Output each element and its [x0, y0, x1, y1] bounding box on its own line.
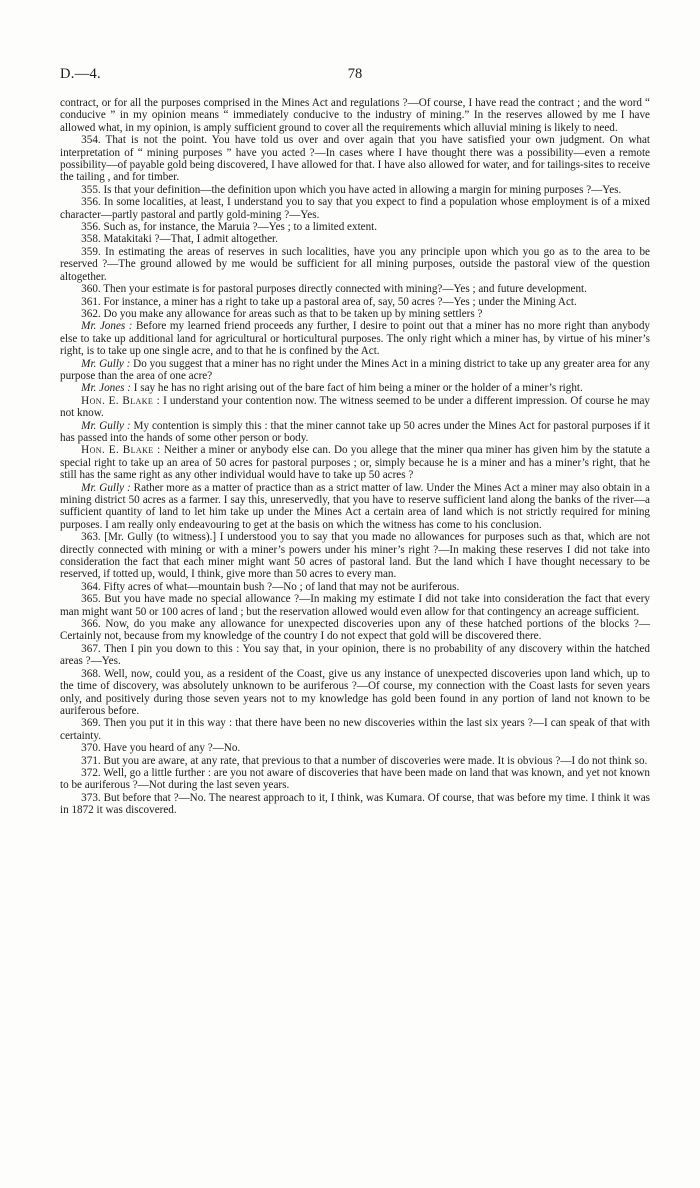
question-paragraph — [60, 184, 650, 196]
paragraph-text: 363. [Mr. Gully (to witness).] I understood you to say that you made no allowances for purposes such as that, which are not directly connected with mining or with a miner’s powers under his miner’s right ?—In making these reserves I did not take into consideration the fact that each miner might want 50 acres of pastoral land. But the land which I have thought necessary to be reserved, if totted up, would, I think, give more than 50 acres to every man. — [60, 531, 650, 581]
speaker-paragraph — [60, 320, 650, 357]
question-paragraph — [60, 593, 650, 618]
body-text — [60, 97, 650, 817]
paragraph-text: Rather more as a matter of practice than as a strict matter of law. Under the Mines Act a miner may also obtain in a mining district 50 acres as a farmer. I say this, unreservedly, that you have to reserve sufficient land along the banks of the river—a sufficient quantity of land to let him take up under the Mines Act a certain area of land which is not strictly required for mining purposes. I am really only endeavouring to get at the basis on which the witness has come to his conclusion. — [60, 481, 651, 531]
question-paragraph — [60, 717, 650, 742]
paragraph-text: Do you suggest that a miner has no right under the Mines Act in a mining district to take up any greater area for any purpose than the area of one acre? — [60, 357, 650, 382]
paragraph-text: 367. Then I pin you down to this : You say that, in your opinion, there is no probability of any discovery within the hatched areas ?—Yes. — [60, 642, 650, 668]
paragraph-text: Neither a miner or anybody else can. Do you allege that the miner qua miner has given him by the statute a special right to take up an area of 50 acres for pastoral purposes ; or, simply because he is a miner and has a miner’s right, that he still has the same right as any other individual would have to take up 50 acres ? — [60, 444, 650, 482]
question-paragraph — [60, 283, 650, 295]
paragraph-text: 364. Fifty acres of what—mountain bush ?—No ; of land that may not be auriferous. — [81, 580, 460, 593]
speaker-name: Mr. Gully : — [81, 357, 131, 370]
paragraph-text: 368. Well, now, could you, as a resident of the Coast, give us any instance of unexpected discoveries upon land which, up to the time of discovery, was absolutely unknown to be auriferous ?—Of course, my connection with the Coast lasts for seven years only, and positively during those seven years not to my knowledge has gold been found in any portion of land not known to be auriferous before. — [60, 667, 650, 717]
question-paragraph — [60, 233, 650, 245]
paragraph-text: 365. But you have made no special allowance ?—In making my estimate I did not take into consideration the fact that every man might want 50 or 100 acres of land ; but the reservation allowed would even allow for that contingency an acreage sufficient. — [60, 593, 650, 618]
paragraph-text: 360. Then your estimate is for pastoral purposes directly connected with mining?—Yes ; and future development. — [81, 283, 587, 296]
paragraph-text: 355. Is that your definition—the definition upon which you have acted in allowing a margin for mining purposes ?—Yes. — [81, 183, 622, 196]
question-paragraph — [60, 792, 650, 817]
paragraph-text: 362. Do you make any allowance for areas such as that to be taken up by mining settlers ? — [81, 307, 483, 320]
question-paragraph — [60, 531, 650, 581]
paragraph-text: 354. That is not the point. You have told us over and over again that you have satisfied your own judgment. On what interpretation of “ mining purposes ” have you acted ?—In cases where I have thought there was a possibility—even a remote possibility—of payable gold being discovered, I have allowed for that. I have also allowed for water, and for tailings-sites to receive the tailing , and for timber. — [60, 134, 650, 184]
speaker-paragraph — [60, 420, 650, 445]
speaker-paragraph — [60, 358, 650, 383]
speaker-paragraph — [60, 444, 650, 481]
page-header — [60, 66, 650, 88]
speaker-name: Hon. E. Blake : — [81, 444, 161, 457]
question-paragraph — [60, 618, 650, 643]
paragraph-text: My contention is simply this : that the miner cannot take up 50 acres under the Mines Act for pastoral purposes if it has passed into the hands of some other person or body. — [60, 419, 651, 444]
question-paragraph — [60, 97, 650, 134]
speaker-paragraph — [60, 395, 650, 420]
paragraph-text: 370. Have you heard of any ?—No. — [81, 742, 241, 755]
paragraph-text: I understand your contention now. The witness seemed to be under a different impression. Of course he may not know. — [60, 394, 650, 420]
speaker-paragraph — [60, 482, 650, 532]
paragraph-text: 359. In estimating the areas of reserves in such localities, have you any principle upon which you go as to the area to be reserved ?—The ground allowed by me would be sufficient for all mining purposes, outside the pastoral view of the question altogether. — [60, 245, 650, 283]
question-paragraph — [60, 308, 650, 320]
speaker-name: Mr. Gully : — [81, 419, 131, 432]
question-paragraph — [60, 668, 650, 718]
question-paragraph — [60, 742, 650, 754]
question-paragraph — [60, 767, 650, 792]
speaker-name: Mr. Gully : — [81, 481, 131, 494]
paragraph-text: Before my learned friend proceeds any further, I desire to point out that a miner has no more right than anybody else to take up additional land for agricultural or horticultural purposes. The only right which a miner has, by virtue of his miner’s right, is to take up one single acre, and to that he is confined by the Act. — [60, 320, 650, 358]
paragraph-text: 372. Well, go a little further : are you not aware of discoveries that have been made on land that was known, and yet not known to be auriferous ?—Not during the last seven years. — [60, 766, 650, 792]
paragraph-text: 356. Such as, for instance, the Maruia ?—Yes ; to a limited extent. — [81, 221, 378, 234]
question-paragraph — [60, 643, 650, 668]
paragraph-text: 371. But you are aware, at any rate, that previous to that a number of discoveries were made. It is obvious ?—I do not think so. — [81, 754, 648, 767]
paragraph-text: 356. In some localities, at least, I understand you to say that you expect to find a population whose employment is of a mixed character—partly pastoral and partly gold-mining ?—Yes. — [60, 196, 650, 221]
question-paragraph — [60, 755, 650, 767]
speaker-name: Hon. E. Blake : — [81, 394, 161, 407]
page-number: 78 — [347, 66, 363, 82]
paragraph-text: 358. Matakitaki ?—That, I admit altogether. — [81, 233, 278, 246]
question-paragraph — [60, 196, 650, 221]
question-paragraph — [60, 134, 650, 184]
question-paragraph — [60, 581, 650, 593]
paragraph-text: I say he has no right arising out of the bare fact of him being a miner or the holder of a miner’s right. — [130, 382, 583, 395]
paragraph-text: contract, or for all the purposes comprised in the Mines Act and regulations ?—Of course, I have read the contract ; and the word “ conducive ” in my opinion means “ immediately conducive to the industry of mining.” In the reserves allowed by me I have allowed what, in my opinion, is amply sufficient ground to cover all the requirements which alluvial mining is likely to need. — [60, 97, 650, 134]
speaker-name: Mr. Jones : — [81, 382, 131, 395]
paragraph-text: 366. Now, do you make any allowance for unexpected discoveries upon any of these hatched portions of the blocks ?—Certainly not, because from my knowledge of the country I do not expect that gold will be discovered there. — [60, 618, 650, 643]
paragraph-text: 361. For instance, a miner has a right to take up a pastoral area of, say, 50 acres ?—Yes ; under the Mining Act. — [81, 295, 577, 308]
speaker-paragraph — [60, 382, 650, 394]
question-paragraph — [60, 296, 650, 308]
question-paragraph — [60, 221, 650, 233]
question-paragraph — [60, 246, 650, 283]
paragraph-text: 369. Then you put it in this way : that there have been no new discoveries within the last six years ?—I can speak of that with certainty. — [60, 717, 650, 742]
paragraph-text: 373. But before that ?—No. The nearest approach to it, I think, was Kumara. Of course, that was before my time. I think it was in 1872 it was discovered. — [60, 791, 650, 817]
document-reference: D.—4. — [60, 66, 101, 82]
speaker-name: Mr. Jones : — [81, 320, 133, 333]
